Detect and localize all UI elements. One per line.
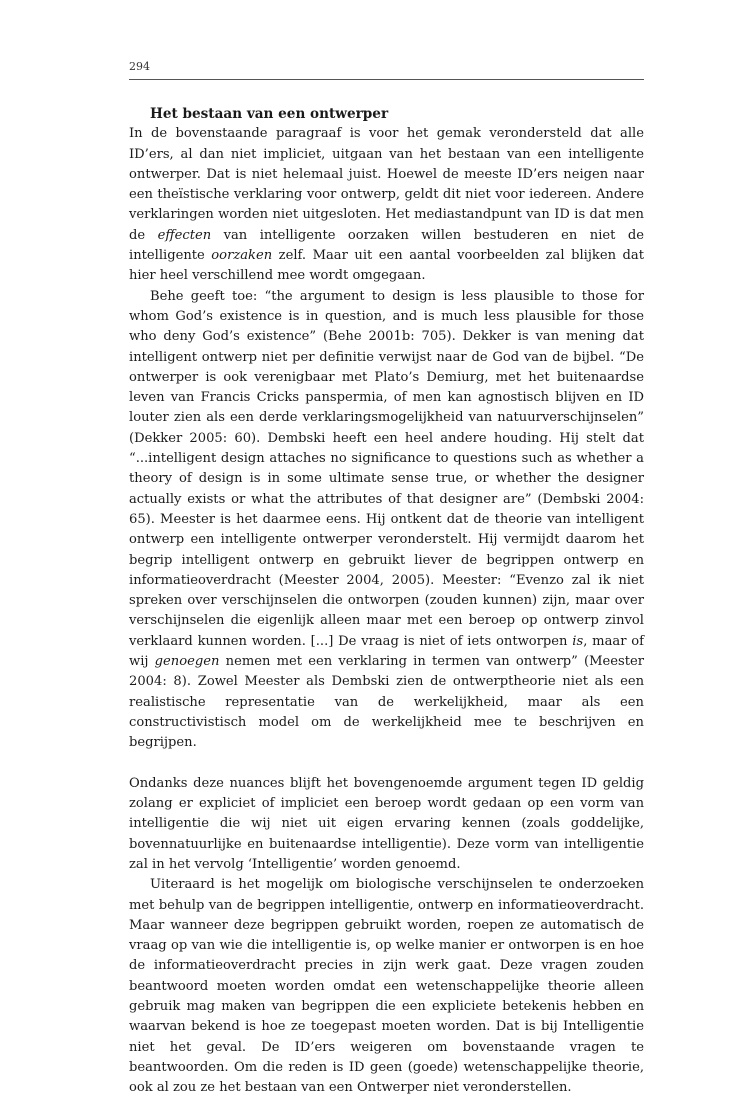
text-run: In de bovenstaande paragraaf is voor het gemak verondersteld dat alle ID’ers, al dan niet impliciet, uitgaan van het bestaan van een intelligente ontwerper. Dat is niet helemaal juist. Hoewel de meeste ID’ers neigen naar een theïstische verklaring voor ontwerp, geldt dit niet voor iedereen. Andere verklaringen worden niet uitgesloten. Het mediastandpunt van ID is dat men de bbox=[129, 126, 644, 243]
emphasis-is: is bbox=[572, 633, 584, 649]
page-body bbox=[129, 104, 644, 1099]
text-run: van intelligente oorzaken willen bestuderen en niet de intelligente bbox=[129, 227, 645, 264]
header-rule bbox=[129, 79, 644, 80]
paragraph-1 bbox=[129, 124, 644, 286]
emphasis-effecten: effecten bbox=[157, 227, 212, 243]
paragraph-4 bbox=[129, 875, 644, 1098]
page-number: 294 bbox=[129, 60, 150, 73]
section-heading: Het bestaan van een ontwerper bbox=[150, 106, 389, 122]
text-run: Uiteraard is het mogelijk om biologische verschijnselen te onderzoeken met behulp van de begrippen intelligentie, ontwerp en informatieoverdracht. Maar wanneer deze begrippen gebruikt worden, roepen ze automatisch de vraag op van wie die intelligentie is, op welke manier er ontworpen is en hoe de informatieoverdracht precies in zijn werk gaat. Deze vragen zouden beantwoord moeten worden omdat een wetenschappelijke theorie alleen gebruik mag maken van begrippen die een expliciete betekenis hebben en waarvan bekend is hoe ze toegepast moeten worden. Dat is bij Intelligentie niet het geval. De ID’ers weigeren om bovenstaande vragen te beantwoorden. Om die reden is ID geen (goede) wetenschappelijke theorie, ook al zou ze het bestaan van een Ontwerper niet veronderstellen. bbox=[129, 877, 644, 1096]
emphasis-oorzaken: oorzaken bbox=[211, 248, 273, 264]
emphasis-genoegen: genoegen bbox=[154, 654, 220, 670]
text-run: nemen met een verklaring in termen van ontwerp” (Meester 2004: 8). Zowel Meester als Dembski zien de ontwerptheorie niet als een realistische representatie van de werkelijkheid, maar als een constructivistisch model om de werkelijkheid mee te beschrijven en begrijpen. bbox=[129, 654, 644, 751]
text-run: , maar of wij bbox=[129, 633, 644, 670]
text-run: Behe geeft toe: “the argument to design is less plausible to those for whom God’s existence is in question, and is much less plausible for those who deny God’s existence” (Behe 2001b: 705). Dekker is van mening dat intelligent ontwerp niet per definitie verwijst naar de God van de bijbel. “De ontwerper is ook verenigbaar met Plato’s Demiurg, met het buitenaardse leven van Francis Cricks panspermia, of men kan agnostisch blijven en ID louter zien als een derde verklaringsmogelijkheid van natuurverschijnselen” (Dekker 2005: 60). Dembski heeft een heel andere houding. Hij stelt dat “...intelligent design attaches no significance to questions such as whether a theory of design is in some ultimate sense true, or whether the designer actually exists or what the attributes of that designer are” (Dembski 2004: 65). Meester is het daarmee eens. Hij ontkent dat de theorie van intelligent ontwerp een intelligente ontwerper veronderstelt. Hij vermijdt daarom het begrip intelligent ontwerp en gebruikt liever de begrippen ontwerp en informatieoverdracht (Meester 2004, 2005). Meester: “Evenzo zal ik niet spreken over verschijnselen die ontworpen (zouden kunnen) zijn, maar over verschijnselen die eigenlijk alleen maar met een beroep op ontwerp zinvol verklaard kunnen worden. [...] De vraag is niet of iets ontworpen bbox=[129, 288, 644, 649]
paragraph-3 bbox=[129, 774, 644, 875]
text-run: zelf. Maar uit een aantal voorbeelden zal blijken dat hier heel verschillend mee wordt omgegaan. bbox=[129, 248, 644, 284]
paragraph-2 bbox=[129, 287, 644, 754]
text-run: Ondanks deze nuances blijft het bovengenoemde argument tegen ID geldig zolang er expliciet of impliciet een beroep wordt gedaan op een vorm van intelligentie die wij niet uit eigen ervaring kennen (zoals goddelijke, bovennatuurlijke en buitenaardse intelligentie). Deze vorm van intelligentie zal in het vervolg ‘Intelligentie’ worden genoemd. bbox=[129, 775, 644, 872]
